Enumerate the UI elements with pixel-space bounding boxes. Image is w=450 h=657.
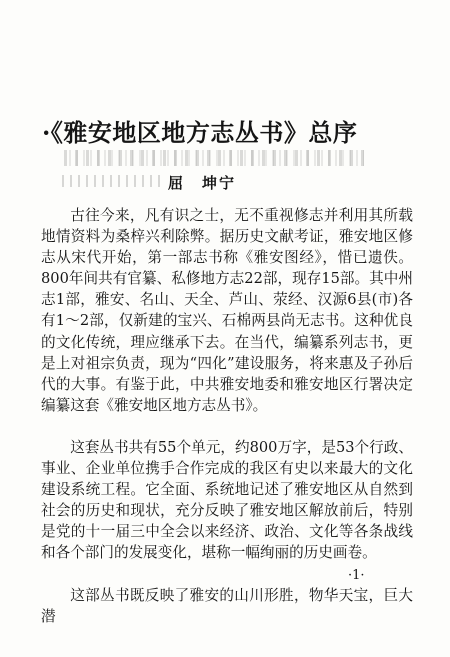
author-name: 屈 坤宁: [168, 174, 237, 192]
paragraph: 这套丛书共有55个单元，约800万字，是53个行政、事业、企业单位携手合作完成的我区有史以来最大的文化建设系统工程。它全面、系统地记述了雅安地区从自然到社会的历史和现状，充分反映了雅安地区解放前后，特别是党的十一届三中全会以来经济、政治、文化等各条战线和各个部门的发展变化，堪称一幅绚丽的历史画卷。: [41, 438, 413, 562]
body-text: [41, 205, 413, 627]
paragraph: 这部丛书既反映了雅安的山川形胜，物华天宝，巨大潜: [41, 586, 413, 625]
scan-noise: [62, 175, 162, 187]
paragraph: 古往今来，凡有识之士，无不重视修志并利用其所载地情资料为桑梓兴利除弊。据历史文献考证，雅安地区修志从宋代开始，第一部志书称《雅安图经》，惜已遗佚。800年间共有官纂、私修地方志22部，现存15部。其中州志1部，雅安、名山、天全、芦山、荥经、汉源6县(市)各有1～2部，仅新建的宝兴、石棉两县尚无志书。这种优良的文化传统，理应继承下去。在当代，编纂系列志书，更是上对祖宗负责，现为“四化”建设服务，将来惠及子孙后代的大事。有鉴于此，中共雅安地委和雅安地区行署决定编纂这套《雅安地区地方志丛书》。: [41, 207, 413, 414]
page-number: ·1·: [348, 568, 365, 583]
document-title: ·《雅安地区地方志丛书》总序: [42, 118, 358, 147]
scan-noise: [64, 150, 364, 166]
